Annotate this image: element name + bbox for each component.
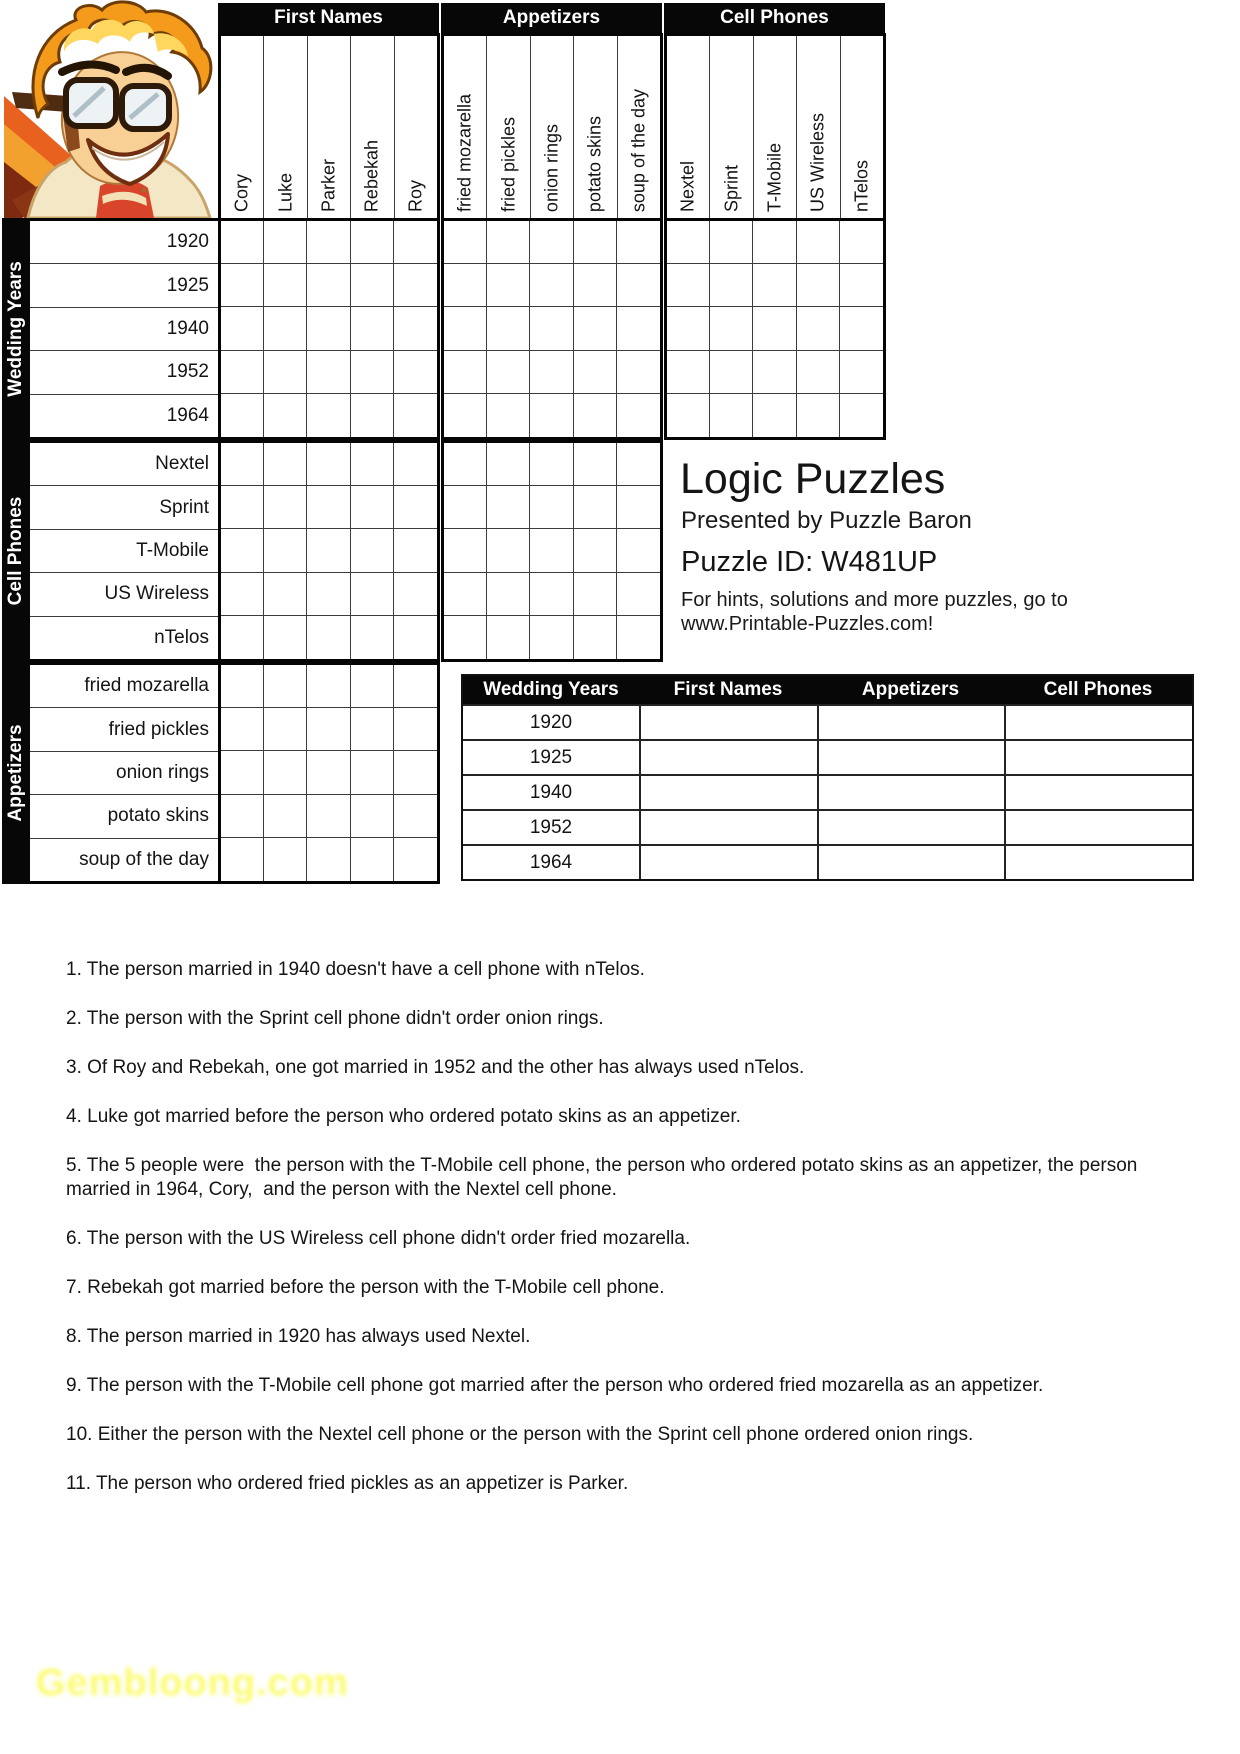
column-label-ntelos: nTelos bbox=[851, 159, 872, 212]
answer-table-row bbox=[463, 844, 1192, 879]
clue-1: 1. The person married in 1940 doesn't have a cell phone with nTelos. bbox=[66, 959, 645, 980]
grid-cell[interactable] bbox=[264, 351, 307, 394]
grid-cell[interactable] bbox=[753, 394, 796, 437]
grid-cell[interactable] bbox=[221, 221, 264, 264]
grid-cell[interactable] bbox=[617, 221, 660, 264]
grid-cell[interactable] bbox=[307, 838, 350, 881]
grid-cell[interactable] bbox=[444, 351, 487, 394]
grid-cell[interactable] bbox=[710, 394, 753, 437]
grid-cell[interactable] bbox=[351, 394, 394, 437]
clue-10: 10. Either the person with the Nextel cell phone or the person with the Sprint cell phone ordered onion rings. bbox=[66, 1424, 974, 1445]
grid-cell[interactable] bbox=[667, 307, 710, 350]
column-group-header-appetizers: Appetizers bbox=[441, 3, 662, 33]
clue-2: 2. The person with the Sprint cell phone didn't order onion rings. bbox=[66, 1008, 604, 1029]
grid-cell[interactable] bbox=[840, 394, 883, 437]
row-label-us-wireless: US Wireless bbox=[30, 573, 218, 616]
grid-cell[interactable] bbox=[307, 351, 350, 394]
grid-cell[interactable] bbox=[264, 665, 307, 708]
row-group-label-cell-phones: Cell Phones bbox=[5, 496, 26, 606]
row-labels-cell-phones bbox=[30, 440, 218, 662]
column-group-header-cell-phones: Cell Phones bbox=[664, 3, 885, 33]
grid-cell[interactable] bbox=[444, 486, 487, 529]
grid-cell[interactable] bbox=[797, 307, 840, 350]
grid-cell[interactable] bbox=[264, 838, 307, 881]
column-label-cell bbox=[263, 36, 306, 218]
grid-cell[interactable] bbox=[264, 795, 307, 838]
grid-cell[interactable] bbox=[710, 264, 753, 307]
grid-cell[interactable] bbox=[840, 221, 883, 264]
row-group-bar-appetizers bbox=[2, 662, 30, 884]
grid-cell[interactable] bbox=[394, 221, 437, 264]
grid-cell[interactable] bbox=[797, 221, 840, 264]
grid-cell[interactable] bbox=[394, 573, 437, 616]
answer-table-row bbox=[463, 774, 1192, 809]
grid-cell[interactable] bbox=[394, 264, 437, 307]
grid-cell[interactable] bbox=[221, 443, 264, 486]
clue-6: 6. The person with the US Wireless cell phone didn't order fried mozarella. bbox=[66, 1228, 691, 1249]
grid-cell[interactable] bbox=[617, 394, 660, 437]
grid-cell[interactable] bbox=[574, 616, 617, 659]
column-label-us-wireless: US Wireless bbox=[807, 112, 828, 212]
clue-11: 11. The person who ordered fried pickles as an appetizer is Parker. bbox=[66, 1473, 629, 1494]
grid-cell[interactable] bbox=[221, 751, 264, 794]
grid-cell[interactable] bbox=[307, 221, 350, 264]
grid-cell[interactable] bbox=[351, 708, 394, 751]
answer-value-cell[interactable] bbox=[1004, 811, 1192, 844]
row-labels-wedding-years bbox=[30, 218, 218, 440]
grid-cell[interactable] bbox=[351, 573, 394, 616]
answer-year-cell: 1952 bbox=[529, 816, 573, 838]
row-label-onion-rings: onion rings bbox=[30, 752, 218, 795]
answer-value-cell[interactable] bbox=[817, 741, 1004, 774]
grid-cell[interactable] bbox=[617, 351, 660, 394]
answer-header-first-names: First Names bbox=[673, 679, 783, 700]
grid-cell[interactable] bbox=[221, 394, 264, 437]
grid-cell[interactable] bbox=[351, 529, 394, 572]
answer-value-cell[interactable] bbox=[639, 741, 817, 774]
grid-cell[interactable] bbox=[351, 751, 394, 794]
clue-4: 4. Luke got married before the person who ordered potato skins as an appetizer. bbox=[66, 1106, 741, 1127]
grid-cell[interactable] bbox=[487, 394, 530, 437]
grid-cell[interactable] bbox=[617, 486, 660, 529]
grid-cell[interactable] bbox=[351, 486, 394, 529]
grid-cell[interactable] bbox=[394, 751, 437, 794]
grid-cell[interactable] bbox=[307, 573, 350, 616]
grid-cell-block bbox=[218, 218, 440, 440]
grid-cell[interactable] bbox=[574, 573, 617, 616]
grid-cell-block bbox=[441, 218, 663, 440]
grid-cell[interactable] bbox=[307, 795, 350, 838]
answer-header-wedding-years: Wedding Years bbox=[483, 679, 619, 700]
column-label-cell bbox=[530, 36, 573, 218]
grid-cell[interactable] bbox=[221, 616, 264, 659]
column-label-cell bbox=[221, 36, 263, 218]
grid-cell[interactable] bbox=[394, 307, 437, 350]
grid-cell[interactable] bbox=[394, 665, 437, 708]
column-label-rebekah: Rebekah bbox=[361, 139, 382, 212]
answer-year-cell: 1964 bbox=[529, 851, 573, 873]
answer-value-cell[interactable] bbox=[1004, 741, 1192, 774]
column-label-cell bbox=[394, 36, 437, 218]
grid-cell[interactable] bbox=[530, 351, 573, 394]
grid-cell[interactable] bbox=[797, 394, 840, 437]
row-label-1952: 1952 bbox=[30, 351, 218, 394]
clue-3: 3. Of Roy and Rebekah, one got married in 1952 and the other has always used nTelos. bbox=[66, 1057, 805, 1078]
grid-cell[interactable] bbox=[307, 665, 350, 708]
puzzle-baron-mascot-illustration bbox=[4, 0, 216, 218]
row-group-bar-cell-phones bbox=[2, 440, 30, 662]
page-subtitle: Presented by Puzzle Baron bbox=[681, 507, 972, 534]
grid-cell[interactable] bbox=[307, 708, 350, 751]
column-labels-cell-phones bbox=[664, 33, 886, 218]
grid-cell[interactable] bbox=[351, 665, 394, 708]
grid-cell[interactable] bbox=[221, 573, 264, 616]
answer-value-cell[interactable] bbox=[1004, 846, 1192, 879]
grid-cell[interactable] bbox=[394, 838, 437, 881]
column-label-fried-mozarella: fried mozarella bbox=[454, 93, 475, 212]
answer-year-cell: 1925 bbox=[529, 746, 573, 768]
grid-cell[interactable] bbox=[351, 221, 394, 264]
grid-cell[interactable] bbox=[394, 708, 437, 751]
clue-9: 9. The person with the T-Mobile cell phone got married after the person who ordered fried mozarella as an appetizer. bbox=[66, 1375, 1044, 1396]
answer-value-cell[interactable] bbox=[817, 776, 1004, 809]
column-label-parker: Parker bbox=[318, 158, 339, 212]
answer-value-cell[interactable] bbox=[817, 811, 1004, 844]
grid-cell[interactable] bbox=[530, 486, 573, 529]
grid-cell[interactable] bbox=[487, 264, 530, 307]
column-label-fried-pickles: fried pickles bbox=[498, 116, 519, 212]
grid-cell[interactable] bbox=[797, 351, 840, 394]
grid-cell[interactable] bbox=[221, 529, 264, 572]
answer-value-cell[interactable] bbox=[817, 846, 1004, 879]
column-label-cell bbox=[709, 36, 752, 218]
grid-cell[interactable] bbox=[753, 221, 796, 264]
grid-cell[interactable] bbox=[667, 264, 710, 307]
grid-cell[interactable] bbox=[221, 838, 264, 881]
column-group-header-first-names: First Names bbox=[218, 3, 439, 33]
row-label-ntelos: nTelos bbox=[154, 626, 209, 648]
grid-cell[interactable] bbox=[617, 616, 660, 659]
grid-cell[interactable] bbox=[394, 616, 437, 659]
column-label-cell bbox=[796, 36, 839, 218]
column-label-nextel: Nextel bbox=[677, 160, 698, 212]
row-group-label-appetizers: Appetizers bbox=[5, 724, 26, 822]
grid-cell[interactable] bbox=[264, 708, 307, 751]
grid-cell[interactable] bbox=[307, 443, 350, 486]
grid-cell[interactable] bbox=[840, 307, 883, 350]
grid-cell[interactable] bbox=[307, 394, 350, 437]
answer-table-header-row bbox=[463, 676, 1192, 704]
column-label-cell bbox=[444, 36, 486, 218]
hint-text-line2: www.Printable-Puzzles.com! bbox=[681, 613, 934, 635]
grid-cell[interactable] bbox=[667, 221, 710, 264]
column-label-roy: Roy bbox=[405, 179, 426, 212]
grid-cell[interactable] bbox=[487, 486, 530, 529]
column-label-cell bbox=[307, 36, 350, 218]
grid-cell[interactable] bbox=[444, 264, 487, 307]
column-label-soup-of-the-day: soup of the day bbox=[628, 88, 649, 212]
answer-table bbox=[461, 674, 1194, 881]
clue-7: 7. Rebekah got married before the person with the T-Mobile cell phone. bbox=[66, 1277, 665, 1298]
clue-5: 5. The 5 people were the person with the T-Mobile cell phone, the person who ordered potato skins as an appetizer, the person married in 1964, Cory, and the person with the Nextel cell phone. bbox=[66, 1155, 1143, 1200]
grid-cell[interactable] bbox=[394, 795, 437, 838]
grid-cell[interactable] bbox=[444, 573, 487, 616]
grid-cell[interactable] bbox=[351, 307, 394, 350]
grid-cell[interactable] bbox=[840, 264, 883, 307]
row-label-1925: 1925 bbox=[30, 264, 218, 307]
row-label-potato-skins: potato skins bbox=[30, 795, 218, 838]
grid-cell[interactable] bbox=[487, 307, 530, 350]
grid-cell[interactable] bbox=[530, 264, 573, 307]
column-labels-first-names bbox=[218, 33, 440, 218]
grid-cell[interactable] bbox=[221, 795, 264, 838]
grid-cell[interactable] bbox=[530, 221, 573, 264]
grid-cell[interactable] bbox=[221, 665, 264, 708]
column-label-cell bbox=[753, 36, 796, 218]
column-label-cell bbox=[486, 36, 529, 218]
grid-cell[interactable] bbox=[574, 221, 617, 264]
column-label-luke: Luke bbox=[275, 172, 296, 212]
grid-cell[interactable] bbox=[487, 221, 530, 264]
answer-year-cell: 1920 bbox=[529, 711, 573, 733]
column-label-cell bbox=[667, 36, 709, 218]
grid-cell[interactable] bbox=[394, 443, 437, 486]
grid-cell[interactable] bbox=[797, 264, 840, 307]
grid-cell[interactable] bbox=[264, 264, 307, 307]
grid-cell[interactable] bbox=[394, 486, 437, 529]
row-label-1940: 1940 bbox=[30, 308, 218, 351]
row-label-1964: 1964 bbox=[166, 404, 209, 426]
column-label-t-mobile: T-Mobile bbox=[764, 142, 785, 212]
grid-cell[interactable] bbox=[617, 573, 660, 616]
grid-cell[interactable] bbox=[444, 529, 487, 572]
grid-cell[interactable] bbox=[307, 616, 350, 659]
grid-cell[interactable] bbox=[487, 529, 530, 572]
column-label-onion-rings: onion rings bbox=[541, 123, 562, 212]
grid-cell[interactable] bbox=[264, 394, 307, 437]
grid-cell[interactable] bbox=[753, 264, 796, 307]
grid-cell[interactable] bbox=[307, 486, 350, 529]
grid-cell[interactable] bbox=[710, 221, 753, 264]
grid-cell[interactable] bbox=[574, 264, 617, 307]
row-label-t-mobile: T-Mobile bbox=[30, 530, 218, 573]
answer-value-cell[interactable] bbox=[817, 706, 1004, 739]
grid-cell[interactable] bbox=[351, 838, 394, 881]
answer-header-cell-phones: Cell Phones bbox=[1043, 679, 1153, 700]
grid-cell[interactable] bbox=[444, 307, 487, 350]
grid-cell[interactable] bbox=[221, 486, 264, 529]
grid-cell[interactable] bbox=[307, 307, 350, 350]
column-label-cell bbox=[840, 36, 883, 218]
grid-cell[interactable] bbox=[617, 307, 660, 350]
grid-cell[interactable] bbox=[394, 394, 437, 437]
grid-cell-block bbox=[218, 440, 440, 662]
column-label-cell bbox=[573, 36, 616, 218]
grid-cell[interactable] bbox=[351, 795, 394, 838]
answer-table-row bbox=[463, 739, 1192, 774]
grid-cell[interactable] bbox=[307, 264, 350, 307]
row-label-fried-mozarella: fried mozarella bbox=[30, 665, 218, 708]
grid-cell[interactable] bbox=[307, 751, 350, 794]
grid-cell[interactable] bbox=[530, 616, 573, 659]
grid-cell[interactable] bbox=[351, 443, 394, 486]
grid-cell[interactable] bbox=[530, 529, 573, 572]
grid-cell[interactable] bbox=[264, 307, 307, 350]
answer-value-cell[interactable] bbox=[1004, 706, 1192, 739]
grid-cell[interactable] bbox=[574, 529, 617, 572]
grid-cell[interactable] bbox=[351, 616, 394, 659]
grid-cell[interactable] bbox=[487, 351, 530, 394]
grid-cell-block bbox=[441, 440, 663, 662]
grid-cell[interactable] bbox=[444, 616, 487, 659]
grid-cell[interactable] bbox=[394, 351, 437, 394]
grid-cell[interactable] bbox=[444, 443, 487, 486]
grid-cell[interactable] bbox=[487, 443, 530, 486]
grid-cell[interactable] bbox=[667, 394, 710, 437]
grid-cell-block bbox=[218, 662, 440, 884]
answer-value-cell[interactable] bbox=[1004, 776, 1192, 809]
row-label-sprint: Sprint bbox=[30, 486, 218, 529]
grid-cell[interactable] bbox=[840, 351, 883, 394]
clues-list bbox=[66, 958, 1192, 1521]
grid-cell[interactable] bbox=[574, 351, 617, 394]
puzzle-id: Puzzle ID: W481UP bbox=[681, 546, 938, 578]
grid-cell[interactable] bbox=[264, 751, 307, 794]
grid-cell[interactable] bbox=[574, 443, 617, 486]
column-label-cell bbox=[617, 36, 660, 218]
grid-cell[interactable] bbox=[617, 443, 660, 486]
column-label-cell bbox=[350, 36, 393, 218]
grid-cell[interactable] bbox=[617, 264, 660, 307]
row-label-1920: 1920 bbox=[30, 221, 218, 264]
answer-value-cell[interactable] bbox=[639, 846, 817, 879]
grid-cell[interactable] bbox=[394, 529, 437, 572]
answer-table-row bbox=[463, 704, 1192, 739]
grid-cell[interactable] bbox=[444, 221, 487, 264]
grid-cell[interactable] bbox=[351, 264, 394, 307]
grid-cell[interactable] bbox=[530, 573, 573, 616]
answer-value-cell[interactable] bbox=[639, 776, 817, 809]
grid-cell[interactable] bbox=[221, 307, 264, 350]
row-label-soup-of-the-day: soup of the day bbox=[79, 848, 209, 870]
grid-cell[interactable] bbox=[264, 443, 307, 486]
grid-cell[interactable] bbox=[264, 529, 307, 572]
row-group-label-wedding-years: Wedding Years bbox=[5, 261, 26, 397]
grid-cell[interactable] bbox=[574, 307, 617, 350]
grid-cell[interactable] bbox=[667, 351, 710, 394]
grid-cell[interactable] bbox=[351, 351, 394, 394]
grid-cell[interactable] bbox=[617, 529, 660, 572]
row-label-fried-pickles: fried pickles bbox=[30, 708, 218, 751]
grid-cell[interactable] bbox=[264, 221, 307, 264]
chin-dot bbox=[142, 188, 147, 193]
clue-8: 8. The person married in 1920 has always used Nextel. bbox=[66, 1326, 531, 1347]
grid-cell[interactable] bbox=[710, 307, 753, 350]
grid-cell[interactable] bbox=[753, 307, 796, 350]
grid-cell[interactable] bbox=[221, 708, 264, 751]
row-labels-appetizers bbox=[30, 662, 218, 884]
grid-cell[interactable] bbox=[574, 394, 617, 437]
grid-cell[interactable] bbox=[710, 351, 753, 394]
answer-value-cell[interactable] bbox=[639, 811, 817, 844]
row-group-bar-wedding-years bbox=[2, 218, 30, 440]
column-label-sprint: Sprint bbox=[721, 164, 742, 212]
grid-cell[interactable] bbox=[221, 351, 264, 394]
grid-cell[interactable] bbox=[264, 616, 307, 659]
grid-cell[interactable] bbox=[307, 529, 350, 572]
answer-header-appetizers: Appetizers bbox=[861, 679, 960, 700]
watermark: Gembloong.com bbox=[36, 1662, 349, 1704]
grid-cell[interactable] bbox=[574, 486, 617, 529]
grid-cell-block bbox=[664, 218, 886, 440]
grid-cell[interactable] bbox=[264, 486, 307, 529]
grid-cell[interactable] bbox=[487, 573, 530, 616]
grid-cell[interactable] bbox=[530, 443, 573, 486]
grid-cell[interactable] bbox=[444, 394, 487, 437]
hint-text-line1: For hints, solutions and more puzzles, go to bbox=[681, 589, 1068, 611]
row-label-nextel: Nextel bbox=[30, 443, 218, 486]
grid-cell[interactable] bbox=[753, 351, 796, 394]
answer-value-cell[interactable] bbox=[639, 706, 817, 739]
column-label-potato-skins: potato skins bbox=[584, 115, 605, 212]
grid-cell[interactable] bbox=[264, 573, 307, 616]
grid-cell[interactable] bbox=[487, 616, 530, 659]
column-labels-appetizers bbox=[441, 33, 663, 218]
grid-cell[interactable] bbox=[221, 264, 264, 307]
column-label-cory: Cory bbox=[231, 173, 252, 212]
answer-table-row bbox=[463, 809, 1192, 844]
grid-cell[interactable] bbox=[530, 394, 573, 437]
grid-cell[interactable] bbox=[530, 307, 573, 350]
answer-year-cell: 1940 bbox=[529, 781, 573, 803]
page-title: Logic Puzzles bbox=[680, 455, 946, 503]
